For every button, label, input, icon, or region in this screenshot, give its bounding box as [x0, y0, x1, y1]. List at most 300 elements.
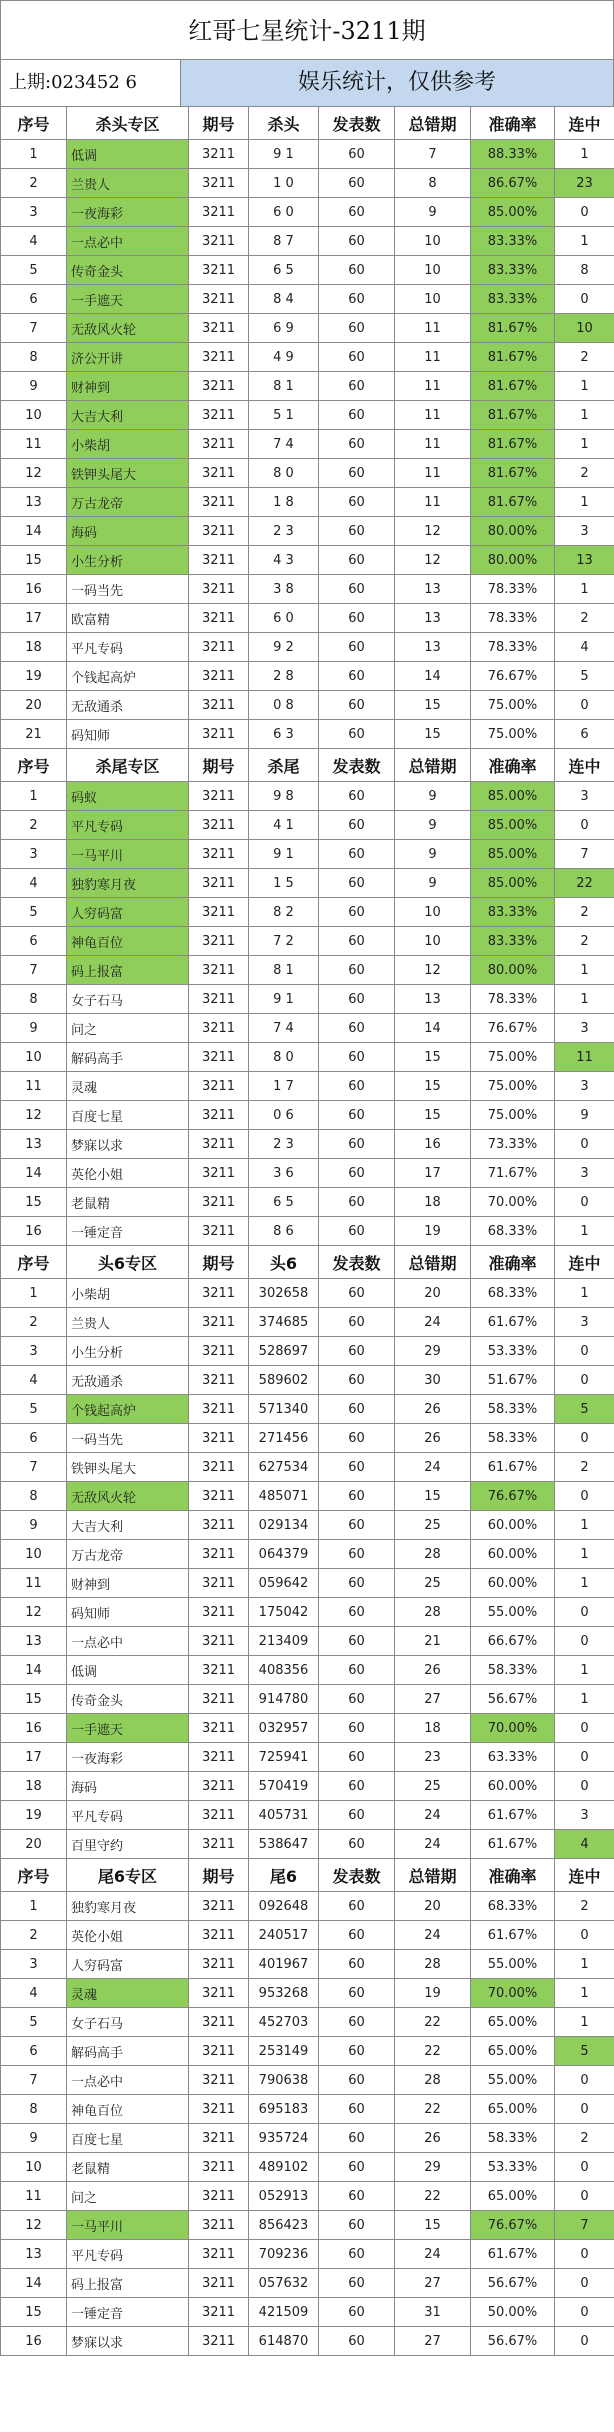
cell-pick: 2 3 — [249, 517, 319, 546]
cell-index: 5 — [1, 256, 67, 285]
column-header-streak: 连中 — [555, 749, 614, 782]
cell-index: 5 — [1, 2008, 67, 2037]
cell-accuracy: 83.33% — [471, 285, 555, 314]
column-header-total-misses: 总错期 — [395, 1859, 471, 1892]
cell-total-misses: 10 — [395, 898, 471, 927]
cell-total-misses: 16 — [395, 1130, 471, 1159]
cell-accuracy: 83.33% — [471, 927, 555, 956]
cell-accuracy: 76.67% — [471, 1482, 555, 1511]
table-row — [1, 2008, 614, 2037]
cell-name: 码知师 — [67, 720, 189, 749]
table-row — [1, 140, 614, 169]
cell-issue: 3211 — [189, 1685, 249, 1714]
cell-accuracy: 51.67% — [471, 1366, 555, 1395]
cell-name: 一夜海彩 — [67, 198, 189, 227]
cell-total-misses: 28 — [395, 1540, 471, 1569]
cell-accuracy: 88.33% — [471, 140, 555, 169]
cell-index: 13 — [1, 1627, 67, 1656]
cell-accuracy: 61.67% — [471, 2240, 555, 2269]
cell-index: 8 — [1, 2095, 67, 2124]
cell-index: 10 — [1, 2153, 67, 2182]
cell-index: 11 — [1, 1072, 67, 1101]
cell-streak: 1 — [555, 430, 614, 459]
cell-name: 万古龙帝 — [67, 488, 189, 517]
cell-index: 19 — [1, 1801, 67, 1830]
cell-name: 一马平川 — [67, 2211, 189, 2240]
cell-published-count: 60 — [319, 2269, 395, 2298]
table-row — [1, 1130, 614, 1159]
cell-total-misses: 9 — [395, 840, 471, 869]
cell-index: 5 — [1, 898, 67, 927]
cell-name: 灵魂 — [67, 1072, 189, 1101]
cell-accuracy: 56.67% — [471, 2269, 555, 2298]
cell-streak: 1 — [555, 2008, 614, 2037]
table-row — [1, 2182, 614, 2211]
cell-total-misses: 9 — [395, 782, 471, 811]
cell-name: 小柴胡 — [67, 1279, 189, 1308]
cell-accuracy: 81.67% — [471, 459, 555, 488]
table-row — [1, 1656, 614, 1685]
cell-published-count: 60 — [319, 633, 395, 662]
sub-header — [0, 60, 614, 106]
cell-accuracy: 65.00% — [471, 2182, 555, 2211]
cell-name: 百度七星 — [67, 2124, 189, 2153]
table-row — [1, 662, 614, 691]
table-row — [1, 1014, 614, 1043]
cell-published-count: 60 — [319, 840, 395, 869]
table-row — [1, 2095, 614, 2124]
cell-pick: 8 1 — [249, 372, 319, 401]
cell-issue: 3211 — [189, 1130, 249, 1159]
table-row — [1, 1279, 614, 1308]
cell-issue: 3211 — [189, 956, 249, 985]
cell-pick: 7 4 — [249, 1014, 319, 1043]
cell-name: 一点必中 — [67, 227, 189, 256]
cell-accuracy: 65.00% — [471, 2008, 555, 2037]
cell-issue: 3211 — [189, 343, 249, 372]
table-row — [1, 2153, 614, 2182]
cell-index: 10 — [1, 1540, 67, 1569]
cell-accuracy: 78.33% — [471, 575, 555, 604]
cell-published-count: 60 — [319, 1159, 395, 1188]
cell-published-count: 60 — [319, 1395, 395, 1424]
cell-published-count: 60 — [319, 1540, 395, 1569]
table-row — [1, 898, 614, 927]
cell-total-misses: 20 — [395, 1279, 471, 1308]
cell-accuracy: 78.33% — [471, 985, 555, 1014]
cell-issue: 3211 — [189, 1101, 249, 1130]
cell-name: 英伦小姐 — [67, 1921, 189, 1950]
cell-issue: 3211 — [189, 459, 249, 488]
cell-name: 无敌风火轮 — [67, 1482, 189, 1511]
cell-total-misses: 15 — [395, 1072, 471, 1101]
cell-name: 兰贵人 — [67, 1308, 189, 1337]
column-header-name: 杀头专区 — [67, 107, 189, 140]
cell-accuracy: 65.00% — [471, 2095, 555, 2124]
cell-issue: 3211 — [189, 2124, 249, 2153]
cell-total-misses: 15 — [395, 720, 471, 749]
cell-issue: 3211 — [189, 2066, 249, 2095]
cell-name: 女子石马 — [67, 985, 189, 1014]
table-row — [1, 1979, 614, 2008]
cell-name: 问之 — [67, 1014, 189, 1043]
cell-total-misses: 9 — [395, 869, 471, 898]
cell-index: 11 — [1, 1569, 67, 1598]
cell-total-misses: 28 — [395, 1598, 471, 1627]
cell-published-count: 60 — [319, 1921, 395, 1950]
cell-name: 铁钾头尾大 — [67, 459, 189, 488]
cell-accuracy: 63.33% — [471, 1743, 555, 1772]
cell-published-count: 60 — [319, 1656, 395, 1685]
cell-accuracy: 81.67% — [471, 401, 555, 430]
table-row — [1, 2211, 614, 2240]
table-row — [1, 1772, 614, 1801]
cell-pick: 092648 — [249, 1892, 319, 1921]
cell-published-count: 60 — [319, 2327, 395, 2356]
cell-issue: 3211 — [189, 927, 249, 956]
cell-index: 7 — [1, 2066, 67, 2095]
cell-pick: 6 5 — [249, 1188, 319, 1217]
cell-published-count: 60 — [319, 1453, 395, 1482]
cell-accuracy: 66.67% — [471, 1627, 555, 1656]
cell-name: 海码 — [67, 1772, 189, 1801]
cell-name: 财神到 — [67, 1569, 189, 1598]
cell-index: 9 — [1, 1511, 67, 1540]
cell-name: 济公开讲 — [67, 343, 189, 372]
cell-pick: 9 1 — [249, 840, 319, 869]
cell-total-misses: 28 — [395, 2066, 471, 2095]
cell-total-misses: 29 — [395, 2153, 471, 2182]
cell-total-misses: 26 — [395, 1656, 471, 1685]
cell-issue: 3211 — [189, 2037, 249, 2066]
cell-published-count: 60 — [319, 372, 395, 401]
cell-issue: 3211 — [189, 2298, 249, 2327]
cell-total-misses: 22 — [395, 2008, 471, 2037]
cell-published-count: 60 — [319, 575, 395, 604]
cell-name: 解码高手 — [67, 2037, 189, 2066]
cell-accuracy: 85.00% — [471, 840, 555, 869]
cell-name: 大吉大利 — [67, 401, 189, 430]
cell-name: 平凡专码 — [67, 1801, 189, 1830]
cell-total-misses: 29 — [395, 1337, 471, 1366]
cell-published-count: 60 — [319, 401, 395, 430]
cell-pick: 452703 — [249, 2008, 319, 2037]
cell-streak: 5 — [555, 1395, 614, 1424]
cell-published-count: 60 — [319, 285, 395, 314]
cell-index: 7 — [1, 1453, 67, 1482]
cell-index: 18 — [1, 1772, 67, 1801]
cell-pick: 064379 — [249, 1540, 319, 1569]
cell-index: 4 — [1, 1366, 67, 1395]
cell-name: 人穷码富 — [67, 898, 189, 927]
cell-streak: 2 — [555, 604, 614, 633]
column-header-name: 头6专区 — [67, 1246, 189, 1279]
table-row — [1, 1685, 614, 1714]
cell-total-misses: 24 — [395, 1921, 471, 1950]
cell-name: 码上报富 — [67, 956, 189, 985]
cell-streak: 1 — [555, 488, 614, 517]
cell-index: 12 — [1, 459, 67, 488]
cell-total-misses: 15 — [395, 1482, 471, 1511]
cell-pick: 6 3 — [249, 720, 319, 749]
cell-pick: 401967 — [249, 1950, 319, 1979]
cell-pick: 8 4 — [249, 285, 319, 314]
cell-accuracy: 73.33% — [471, 1130, 555, 1159]
cell-pick: 175042 — [249, 1598, 319, 1627]
cell-index: 2 — [1, 1921, 67, 1950]
cell-issue: 3211 — [189, 1159, 249, 1188]
column-header-streak: 连中 — [555, 107, 614, 140]
cell-name: 一码当先 — [67, 575, 189, 604]
cell-issue: 3211 — [189, 430, 249, 459]
cell-issue: 3211 — [189, 2240, 249, 2269]
previous-issue-label: 上期:023452 6 — [1, 60, 181, 106]
table-row — [1, 517, 614, 546]
cell-accuracy: 85.00% — [471, 782, 555, 811]
cell-index: 16 — [1, 575, 67, 604]
table-row — [1, 1921, 614, 1950]
column-header-index: 序号 — [1, 1246, 67, 1279]
table-row — [1, 869, 614, 898]
cell-published-count: 60 — [319, 2037, 395, 2066]
cell-index: 3 — [1, 1950, 67, 1979]
cell-issue: 3211 — [189, 2269, 249, 2298]
cell-pick: 8 0 — [249, 1043, 319, 1072]
cell-index: 4 — [1, 1979, 67, 2008]
cell-issue: 3211 — [189, 1772, 249, 1801]
cell-total-misses: 18 — [395, 1714, 471, 1743]
cell-published-count: 60 — [319, 488, 395, 517]
cell-name: 解码高手 — [67, 1043, 189, 1072]
cell-index: 15 — [1, 1188, 67, 1217]
cell-issue: 3211 — [189, 633, 249, 662]
cell-index: 17 — [1, 1743, 67, 1772]
cell-accuracy: 80.00% — [471, 956, 555, 985]
cell-published-count: 60 — [319, 869, 395, 898]
cell-total-misses: 30 — [395, 1366, 471, 1395]
cell-pick: 405731 — [249, 1801, 319, 1830]
cell-index: 12 — [1, 1101, 67, 1130]
cell-streak: 23 — [555, 169, 614, 198]
cell-name: 梦寐以求 — [67, 1130, 189, 1159]
cell-total-misses: 8 — [395, 169, 471, 198]
cell-issue: 3211 — [189, 198, 249, 227]
cell-total-misses: 13 — [395, 604, 471, 633]
cell-pick: 6 0 — [249, 198, 319, 227]
cell-published-count: 60 — [319, 691, 395, 720]
column-header-name: 杀尾专区 — [67, 749, 189, 782]
cell-accuracy: 83.33% — [471, 227, 555, 256]
cell-issue: 3211 — [189, 1801, 249, 1830]
cell-pick: 8 0 — [249, 459, 319, 488]
table-row — [1, 1950, 614, 1979]
cell-streak: 0 — [555, 811, 614, 840]
cell-total-misses: 26 — [395, 1424, 471, 1453]
cell-total-misses: 19 — [395, 1979, 471, 2008]
cell-published-count: 60 — [319, 314, 395, 343]
cell-total-misses: 21 — [395, 1627, 471, 1656]
cell-pick: 3 8 — [249, 575, 319, 604]
cell-total-misses: 11 — [395, 314, 471, 343]
cell-pick: 213409 — [249, 1627, 319, 1656]
table-row — [1, 633, 614, 662]
table-row — [1, 198, 614, 227]
cell-published-count: 60 — [319, 343, 395, 372]
cell-issue: 3211 — [189, 662, 249, 691]
cell-accuracy: 75.00% — [471, 720, 555, 749]
cell-index: 14 — [1, 2269, 67, 2298]
cell-total-misses: 24 — [395, 2240, 471, 2269]
cell-name: 英伦小姐 — [67, 1159, 189, 1188]
cell-name: 百度七星 — [67, 1101, 189, 1130]
cell-index: 11 — [1, 430, 67, 459]
cell-issue: 3211 — [189, 1188, 249, 1217]
cell-name: 小生分析 — [67, 546, 189, 575]
cell-published-count: 60 — [319, 517, 395, 546]
cell-issue: 3211 — [189, 1743, 249, 1772]
cell-issue: 3211 — [189, 1453, 249, 1482]
cell-published-count: 60 — [319, 1217, 395, 1246]
table-row — [1, 314, 614, 343]
cell-published-count: 60 — [319, 720, 395, 749]
cell-pick: 8 6 — [249, 1217, 319, 1246]
cell-issue: 3211 — [189, 1656, 249, 1685]
cell-issue: 3211 — [189, 2327, 249, 2356]
cell-index: 13 — [1, 2240, 67, 2269]
cell-issue: 3211 — [189, 575, 249, 604]
cell-pick: 271456 — [249, 1424, 319, 1453]
cell-accuracy: 61.67% — [471, 1308, 555, 1337]
cell-issue: 3211 — [189, 2095, 249, 2124]
cell-pick: 0 8 — [249, 691, 319, 720]
column-header-issue: 期号 — [189, 749, 249, 782]
cell-issue: 3211 — [189, 372, 249, 401]
cell-name: 一锤定音 — [67, 1217, 189, 1246]
table-row — [1, 956, 614, 985]
table-row — [1, 811, 614, 840]
cell-issue: 3211 — [189, 1569, 249, 1598]
table-row — [1, 1892, 614, 1921]
cell-total-misses: 27 — [395, 2269, 471, 2298]
cell-published-count: 60 — [319, 198, 395, 227]
cell-total-misses: 9 — [395, 198, 471, 227]
cell-accuracy: 70.00% — [471, 1188, 555, 1217]
cell-published-count: 60 — [319, 1511, 395, 1540]
cell-pick: 1 5 — [249, 869, 319, 898]
cell-pick: 4 1 — [249, 811, 319, 840]
cell-accuracy: 61.67% — [471, 1921, 555, 1950]
cell-pick: 302658 — [249, 1279, 319, 1308]
table-row — [1, 546, 614, 575]
cell-total-misses: 17 — [395, 1159, 471, 1188]
table-row — [1, 256, 614, 285]
table-row — [1, 169, 614, 198]
cell-streak: 3 — [555, 782, 614, 811]
cell-accuracy: 53.33% — [471, 1337, 555, 1366]
cell-index: 1 — [1, 782, 67, 811]
cell-total-misses: 11 — [395, 372, 471, 401]
cell-streak: 1 — [555, 575, 614, 604]
cell-name: 老鼠精 — [67, 1188, 189, 1217]
cell-published-count: 60 — [319, 1772, 395, 1801]
cell-pick: 9 8 — [249, 782, 319, 811]
cell-pick: 1 7 — [249, 1072, 319, 1101]
cell-issue: 3211 — [189, 285, 249, 314]
cell-index: 17 — [1, 604, 67, 633]
cell-total-misses: 11 — [395, 459, 471, 488]
table-row — [1, 1395, 614, 1424]
cell-name: 财神到 — [67, 372, 189, 401]
cell-published-count: 60 — [319, 430, 395, 459]
cell-index: 15 — [1, 546, 67, 575]
column-header-streak: 连中 — [555, 1246, 614, 1279]
table-row — [1, 1188, 614, 1217]
cell-index: 13 — [1, 488, 67, 517]
table-row — [1, 840, 614, 869]
cell-streak: 0 — [555, 1188, 614, 1217]
cell-name: 低调 — [67, 1656, 189, 1685]
cell-total-misses: 22 — [395, 2095, 471, 2124]
cell-index: 6 — [1, 927, 67, 956]
cell-streak: 2 — [555, 2124, 614, 2153]
cell-published-count: 60 — [319, 2124, 395, 2153]
cell-issue: 3211 — [189, 720, 249, 749]
table-row — [1, 1598, 614, 1627]
cell-index: 15 — [1, 1685, 67, 1714]
table-row — [1, 720, 614, 749]
page-title: 红哥七星统计-3211期 — [0, 0, 614, 60]
cell-name: 问之 — [67, 2182, 189, 2211]
cell-index: 14 — [1, 1159, 67, 1188]
cell-total-misses: 10 — [395, 256, 471, 285]
cell-issue: 3211 — [189, 1337, 249, 1366]
cell-streak: 7 — [555, 840, 614, 869]
cell-published-count: 60 — [319, 1014, 395, 1043]
cell-pick: 1 0 — [249, 169, 319, 198]
cell-streak: 1 — [555, 1656, 614, 1685]
cell-index: 8 — [1, 1482, 67, 1511]
cell-total-misses: 11 — [395, 488, 471, 517]
cell-total-misses: 11 — [395, 401, 471, 430]
cell-pick: 6 5 — [249, 256, 319, 285]
cell-name: 码蚁 — [67, 782, 189, 811]
cell-streak: 1 — [555, 1540, 614, 1569]
cell-issue: 3211 — [189, 985, 249, 1014]
cell-streak: 7 — [555, 2211, 614, 2240]
cell-name: 小柴胡 — [67, 430, 189, 459]
cell-issue: 3211 — [189, 1043, 249, 1072]
table-row — [1, 2124, 614, 2153]
cell-streak: 3 — [555, 1072, 614, 1101]
cell-streak: 0 — [555, 2066, 614, 2095]
cell-published-count: 60 — [319, 2182, 395, 2211]
cell-issue: 3211 — [189, 782, 249, 811]
cell-issue: 3211 — [189, 1540, 249, 1569]
cell-issue: 3211 — [189, 2153, 249, 2182]
table-row — [1, 1043, 614, 1072]
cell-published-count: 60 — [319, 898, 395, 927]
cell-index: 2 — [1, 169, 67, 198]
cell-pick: 528697 — [249, 1337, 319, 1366]
cell-name: 个钱起高炉 — [67, 1395, 189, 1424]
table-row — [1, 604, 614, 633]
cell-name: 万古龙帝 — [67, 1540, 189, 1569]
cell-published-count: 60 — [319, 1892, 395, 1921]
cell-accuracy: 68.33% — [471, 1892, 555, 1921]
cell-index: 2 — [1, 811, 67, 840]
column-header-pick: 杀头 — [249, 107, 319, 140]
cell-streak: 1 — [555, 1279, 614, 1308]
